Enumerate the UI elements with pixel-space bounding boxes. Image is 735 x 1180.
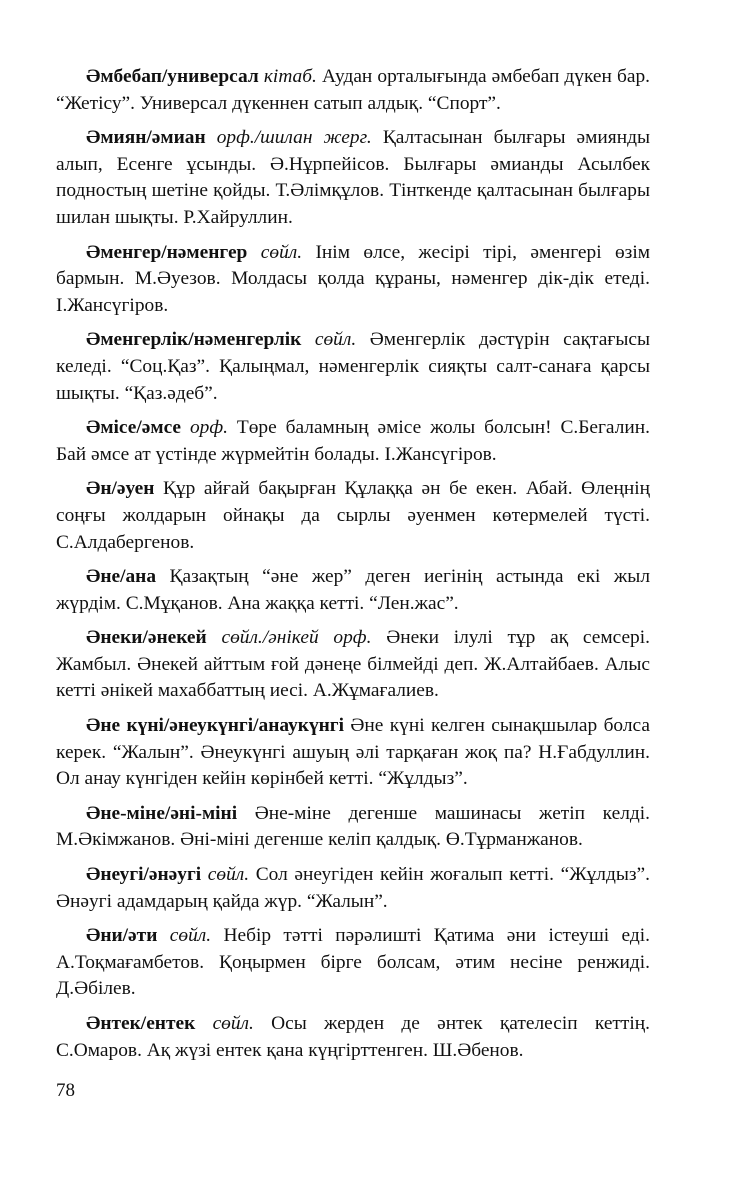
entry-body: Қазақтың “әне жер” деген иегінің астында екі жыл жүрдім. С.Мұқанов. Ана жаққа кетті. “Лен.жас”.	[56, 566, 650, 614]
entry-headword: Әнеки/әнекей	[86, 627, 207, 649]
dictionary-entry	[56, 713, 650, 793]
dictionary-entry	[56, 862, 650, 915]
entry-headword: Әменгерлік/нәменгерлік	[86, 329, 302, 351]
dictionary-entry	[56, 1011, 650, 1064]
entry-usage-label: сөйл.	[314, 329, 357, 351]
entry-usage-label: сөйл.	[207, 864, 250, 886]
dictionary-entry	[56, 240, 650, 320]
dictionary-entry	[56, 476, 650, 556]
entry-body: Қалтасынан былғары әмиянды алып, Есенге ұсынды. Ә.Нұрпейісов. Былғары әмианды Асылбек подностың шетіне қойды. Т.Әлімқұлов. Тінткенде қалтасынан былғары шилан шықты. Р.Хайруллин.	[56, 127, 650, 228]
entry-headword: Әмиян/әмиан	[86, 127, 206, 149]
entry-body: Осы жерден де әнтек қателесіп кеттің. С.Омаров. Ақ жүзі ентек қана күңгірттенген. Ш.Әбенов.	[56, 1013, 650, 1061]
entry-headword: Ән/әуен	[86, 478, 155, 500]
entry-headword: Әмбебап/универсал	[86, 66, 259, 87]
entry-body: Інім өлсе, жесірі тірі, әменгері өзім бармын. М.Әуезов. Молдасы қолда құраны, нәменгер дік-дік етеді. І.Жансүгіров.	[56, 241, 650, 316]
entry-body: Әменгерлік дәстүрін сақтағысы келеді. “Соц.Қаз”. Қалыңмал, нәменгерлік сияқты салт-санаға қарсы шықты. “Қаз.әдеб”.	[56, 329, 650, 404]
entry-usage-label: сөйл.	[212, 1013, 254, 1034]
dictionary-entry	[56, 64, 650, 117]
entry-body: Аудан орталығында әмбебап дүкен бар. “Жетісу”. Универсал дүкеннен сатып алдық. “Спорт”.	[56, 66, 650, 114]
dictionary-entry	[56, 327, 650, 407]
entry-usage-label: кітаб.	[263, 66, 317, 87]
entry-headword: Әменгер/нәменгер	[86, 241, 248, 263]
entry-body: Небір тәтті пәрәлишті Қатима әни істеуші еді. А.Тоқмағамбетов. Қоңырмен бірге болсам, әтим несіне ренжиді. Д.Әбілев.	[56, 925, 650, 1000]
dictionary-entry	[56, 125, 650, 231]
entry-body: Төре баламның әмісе жолы болсын! С.Бегалин. Бай әмсе ат үстінде жүрмейтін болады. І.Жансүгіров.	[56, 417, 650, 465]
dictionary-entry	[56, 564, 650, 617]
entry-usage-label: сөйл.	[260, 241, 303, 263]
entry-headword: Әмісе/әмсе	[86, 417, 182, 439]
entry-headword: Әне/ана	[86, 566, 157, 588]
entries-column	[56, 64, 650, 1072]
dictionary-entry	[56, 801, 650, 854]
dictionary-entry	[56, 923, 650, 1003]
entry-body: Құр айғай бақырған Құлаққа ән бе екен. Абай. Өлеңнің соңғы жолдарын ойнақы да сырлы әуенмен көтермелей түсті. С.Алдабергенов.	[56, 478, 650, 553]
entry-headword: Әни/әти	[86, 925, 158, 947]
entry-body: Әне-міне дегенше машинасы жетіп келді. М.Әкімжанов. Әні-міні дегенше келіп қалдық. Ө.Тұрманжанов.	[56, 802, 650, 851]
entry-headword: Әнтек/ентек	[86, 1013, 196, 1034]
entry-body: Әнеки ілулі тұр ақ семсері. Жамбыл. Әнекей айттым ғой дәнеңе білмейді деп. Ж.Алтайбаев. Алыс кетті әнікей махаббаттың иесі. А.Жұмағалиев.	[56, 627, 650, 702]
entry-usage-label: орф.	[189, 417, 228, 439]
entry-headword: Әне күні/әнеукүнгі/анаукүнгі	[86, 715, 345, 737]
page-number: 78	[56, 1080, 75, 1101]
entry-headword: Әнеугі/әнәугі	[86, 864, 202, 886]
entry-usage-label: орф./шилан жерг.	[216, 127, 372, 149]
dictionary-entry	[56, 625, 650, 705]
entry-headword: Әне-міне/әні-міні	[86, 802, 238, 824]
entry-body: Әне күні келген сынақшылар болса керек. “Жалын”. Әнеукүнгі ашуың әлі тарқаған жоқ па? Н.Ғабдуллин. Ол анау күнгіден кейін көрінбей кетті. “Жұлдыз”.	[56, 715, 650, 790]
entry-usage-label: сөйл./әнікей орф.	[221, 627, 372, 649]
entry-usage-label: сөйл.	[169, 925, 212, 947]
dictionary-entry	[56, 415, 650, 468]
entry-body: Сол әнеугіден кейін жоғалып кетті. “Жұлдыз”. Әнәугі адамдарың қайда жүр. “Жалын”.	[56, 864, 650, 912]
